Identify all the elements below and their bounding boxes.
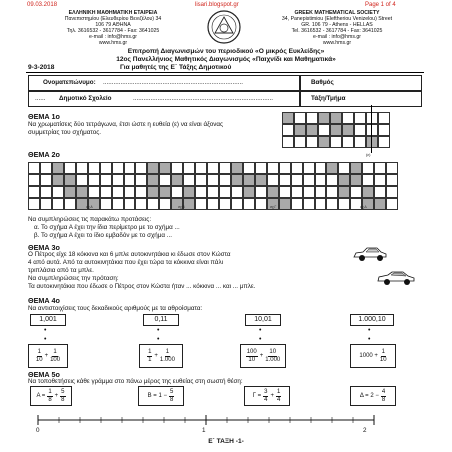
q2-intro: Να συμπληρώσεις τις παρακάτω προτάσεις:: [28, 216, 152, 223]
bullet-bottom-2[interactable]: •: [157, 336, 160, 343]
q2-cell: [124, 198, 136, 210]
q2-cell: [88, 162, 100, 174]
q2-cell: [40, 162, 52, 174]
q2-cell: [28, 186, 40, 198]
q2-cell: [52, 162, 64, 174]
q3-text3: τριπλάσια από τα μπλε.: [28, 267, 94, 274]
q2-cell: [338, 174, 350, 186]
q2-cell: [267, 162, 279, 174]
q2-cell: [338, 162, 350, 174]
q2-cell: [303, 162, 315, 174]
q2-cell: [350, 186, 362, 198]
q2-statement-a: α. Το σχήμα Α έχει την ίδια περίμετρο με το σχήμα ...: [34, 224, 180, 231]
q1-cell[interactable]: [318, 124, 330, 136]
q2-label-c: σχ.Γ: [270, 205, 277, 209]
q2-cell: [315, 174, 327, 186]
q1-cell[interactable]: [366, 136, 378, 148]
q2-cell: [64, 186, 76, 198]
school-line-dots: ................................................................................: [133, 95, 273, 102]
q1-cell[interactable]: [366, 124, 378, 136]
society-email-en: e-mail : info@hms.gr: [313, 34, 361, 41]
q2-cell: [207, 198, 219, 210]
decimal-box-2: 0,11: [143, 314, 179, 326]
q2-cell: [135, 174, 147, 186]
class-label: Τάξη/Τμήμα: [311, 95, 346, 102]
q2-cell: [338, 198, 350, 210]
q2-cell: [362, 162, 374, 174]
q1-cell[interactable]: [282, 112, 294, 124]
q1-cell[interactable]: [354, 136, 366, 148]
q1-cell[interactable]: [294, 112, 306, 124]
q2-cell: [231, 174, 243, 186]
q5-item-b: Β = 1 − $\frac{5}{8}$: [138, 386, 184, 406]
q1-cell[interactable]: [306, 136, 318, 148]
q2-cell: [195, 174, 207, 186]
q2-cell: [231, 162, 243, 174]
q2-cell: [291, 186, 303, 198]
q3-text5: Τα αυτοκινητάκια που έδωσε ο Πέτρος στον Κώστα ήταν ... κόκκινα ... και ... μπλε.: [28, 283, 256, 290]
society-city-en: GR. 106 79 - Athens - HELLAS: [301, 22, 373, 29]
q2-cell: [219, 186, 231, 198]
q2-cell: [76, 186, 88, 198]
q5-item-d: Δ = 2 − $\frac{4}{8}$: [350, 386, 396, 406]
committee-title: Επιτροπή Διαγωνισμών του περιοδικού «Ο μικρός Ευκλείδης»: [127, 48, 325, 55]
q2-cell: [76, 162, 88, 174]
bullet-bottom-4[interactable]: •: [368, 336, 371, 343]
number-line[interactable]: [28, 412, 384, 428]
q2-cell: [135, 198, 147, 210]
q2-cell: [64, 174, 76, 186]
q5-title: ΘΕΜΑ 5ο: [28, 370, 60, 379]
q2-cell: [315, 162, 327, 174]
q2-cell: [40, 174, 52, 186]
q1-cell[interactable]: [282, 136, 294, 148]
q1-text2: συμμετρίας του σχήματος.: [28, 129, 102, 136]
bullet-top-1[interactable]: •: [44, 327, 47, 334]
q2-cell: [291, 198, 303, 210]
q2-cell: [219, 174, 231, 186]
q2-cell: [135, 162, 147, 174]
tick-label-0: 0: [36, 427, 40, 434]
page-footer: Ε΄ ΤΑΞΗ -1-: [208, 438, 244, 445]
bullet-top-3[interactable]: •: [259, 327, 262, 334]
q2-grid: [28, 162, 398, 210]
school-field[interactable]: [28, 91, 300, 107]
name-dots: ................................................................................: [103, 79, 243, 86]
society-phone-gr: Τηλ. 3616532 - 3617784 - Fax: 3641025: [66, 28, 160, 35]
q2-cell: [147, 198, 159, 210]
q2-cell: [279, 198, 291, 210]
decimal-box-1: 1,001: [30, 314, 66, 326]
q5-item-a: Α = $\frac{1}{8}$ + $\frac{5}{8}$: [30, 386, 72, 406]
q2-cell: [279, 186, 291, 198]
q2-cell: [28, 198, 40, 210]
q2-cell: [279, 174, 291, 186]
q2-cell: [64, 162, 76, 174]
q5-text: Να τοποθετήσεις κάθε γράμμα στο πάνω μέρος της ευθείας στη σωστή θέση:: [28, 378, 243, 385]
exam-date: 9-3-2018: [28, 64, 55, 71]
q1-cell[interactable]: [342, 136, 354, 148]
q2-cell: [350, 162, 362, 174]
q2-cell: [303, 186, 315, 198]
q2-cell: [195, 198, 207, 210]
header-right: [252, 10, 422, 47]
q1-grid[interactable]: [282, 112, 390, 148]
decimal-box-4: 1.000,10: [350, 314, 394, 326]
decimal-box-3: 10,01: [245, 314, 281, 326]
society-phone-en: Tel. 3616532 - 3617784 - Fax: 3641025: [291, 28, 383, 35]
q2-cell: [135, 186, 147, 198]
society-address-gr: Πανεπιστημίου (Ελευθερίου Βενιζέλου) 34: [64, 16, 162, 23]
q2-cell: [195, 186, 207, 198]
q1-cell[interactable]: [354, 124, 366, 136]
society-city-gr: 106 79 ΑΘΗΝΑ: [95, 22, 131, 29]
q2-cell: [243, 186, 255, 198]
name-field[interactable]: [28, 75, 300, 91]
q2-cell: [267, 174, 279, 186]
q2-cell: [386, 174, 398, 186]
q2-cell: [171, 162, 183, 174]
q1-title: ΘΕΜΑ 1ο: [28, 112, 60, 121]
q1-cell[interactable]: [318, 136, 330, 148]
q2-cell: [52, 186, 64, 198]
contest-title: 12ος Πανελλήνιος Μαθητικός Διαγωνισμός «Παιχνίδι και Μαθηματικά»: [116, 56, 336, 63]
q2-cell: [88, 186, 100, 198]
q2-cell: [350, 174, 362, 186]
bullet-bottom-3[interactable]: •: [259, 336, 262, 343]
q2-cell: [315, 198, 327, 210]
society-address-en: 34, Panepistimiou (Eleftheriou Venizelou) Street: [281, 16, 393, 23]
q2-cell: [267, 186, 279, 198]
tick-label-2: 2: [363, 427, 367, 434]
society-web-en: www.hms.gr: [322, 40, 352, 47]
grade-box[interactable]: [300, 75, 422, 91]
q4-text: Να αντιστοιχίσεις τους δεκαδικούς αριθμούς με τα αθροίσματα:: [28, 305, 203, 312]
sum-box-2: 1 1 + $\frac{1}{1.000}$: [139, 344, 183, 368]
q2-cell: [28, 174, 40, 186]
q2-cell: [315, 186, 327, 198]
q2-cell: [243, 162, 255, 174]
q2-cell: [28, 162, 40, 174]
bullet-top-4[interactable]: •: [368, 327, 371, 334]
q2-cell: [171, 186, 183, 198]
school-label: Δημοτικό Σχολείο: [59, 95, 112, 102]
q2-cell: [112, 198, 124, 210]
q2-cell: [112, 186, 124, 198]
q2-cell: [231, 198, 243, 210]
q2-cell: [159, 198, 171, 210]
q2-cell: [40, 186, 52, 198]
q2-statement-b: β. Το σχήμα Α έχει το ίδιο εμβαδόν με το σχήμα ...: [34, 232, 173, 239]
bullet-bottom-1[interactable]: •: [44, 336, 47, 343]
q2-cell: [52, 198, 64, 210]
q2-cell: [231, 186, 243, 198]
q3-text4: Να συμπληρώσεις την πρόταση:: [28, 275, 119, 282]
q2-cell: [100, 186, 112, 198]
sum-box-1: 1 10 + $\frac{1}{100}$: [28, 344, 68, 368]
tick-label-1: 1: [202, 427, 206, 434]
q1-cell[interactable]: [294, 136, 306, 148]
q2-label-a: σχ.Α: [86, 205, 93, 209]
q2-cell: [243, 174, 255, 186]
red-car-icon: [352, 246, 388, 267]
q2-cell: [219, 162, 231, 174]
q1-cell[interactable]: [378, 112, 390, 124]
q2-cell: [183, 198, 195, 210]
q2-cell: [303, 198, 315, 210]
q2-cell: [207, 186, 219, 198]
q1-text1: Να χρωματίσεις δύο τετράγωνα, έτσι ώστε η ευθεία (ε) να είναι άξονας: [28, 121, 224, 128]
q2-cell: [171, 174, 183, 186]
q2-cell: [159, 174, 171, 186]
q2-cell: [147, 186, 159, 198]
q1-cell[interactable]: [342, 112, 354, 124]
q2-cell: [374, 198, 386, 210]
print-page: Page 1 of 4: [365, 2, 396, 8]
q2-cell: [291, 174, 303, 186]
q2-cell: [112, 174, 124, 186]
q1-cell[interactable]: [318, 112, 330, 124]
grade-title: Για μαθητές της Ε΄ Τάξης Δημοτικού: [120, 64, 232, 71]
q5-item-c: Γ = $\frac{3}{4}$ + $\frac{1}{4}$: [244, 386, 290, 406]
q1-cell[interactable]: [366, 112, 378, 124]
q2-cell: [303, 174, 315, 186]
q2-cell: [374, 162, 386, 174]
society-email-gr: e-mail : info@hms.gr: [89, 34, 137, 41]
print-site: lisari.blogspot.gr: [195, 2, 239, 8]
class-box[interactable]: [300, 91, 422, 107]
q1-axis-label: (ε): [366, 152, 371, 157]
q2-cell: [100, 174, 112, 186]
q2-cell: [147, 162, 159, 174]
q2-cell: [326, 162, 338, 174]
q2-cell: [112, 162, 124, 174]
q1-cell[interactable]: [378, 124, 390, 136]
header-rule: [26, 72, 424, 73]
q2-cell: [362, 186, 374, 198]
q2-cell: [374, 174, 386, 186]
society-logo: [206, 9, 242, 45]
q3-text1: Ο Πέτρος είχε 18 κόκκινα και 6 μπλε αυτοκινητάκια κι έδωσε στον Κώστα: [28, 251, 231, 258]
q2-cell: [255, 198, 267, 210]
q2-cell: [147, 174, 159, 186]
society-name-en: GREEK MATHEMATICAL SOCIETY: [294, 10, 380, 16]
q2-cell: [159, 186, 171, 198]
bullet-top-2[interactable]: •: [157, 327, 160, 334]
q2-cell: [124, 174, 136, 186]
q1-cell[interactable]: [306, 112, 318, 124]
q2-cell: [207, 174, 219, 186]
sum-box-4: 1000 + $\frac{1}{10}$: [350, 344, 396, 368]
q2-cell: [183, 186, 195, 198]
grade-label: Βαθμός: [311, 79, 334, 86]
sum-box-3: 100 10 + $\frac{10}{1.000}$: [240, 344, 286, 368]
q2-cell: [88, 174, 100, 186]
q2-cell: [183, 162, 195, 174]
q4-title: ΘΕΜΑ 4ο: [28, 296, 60, 305]
society-web-gr: www.hms.gr: [98, 40, 128, 47]
q2-cell: [326, 174, 338, 186]
q1-cell[interactable]: [378, 136, 390, 148]
q3-text2: 4 από αυτά. Από τα αυτοκινητάκια που έχει τώρα τα κόκκινα είναι πάλι: [28, 259, 223, 266]
q1-cell[interactable]: [330, 124, 342, 136]
q1-cell[interactable]: [282, 124, 294, 136]
q2-cell: [207, 162, 219, 174]
q2-cell: [76, 174, 88, 186]
q2-cell: [195, 162, 207, 174]
q2-cell: [338, 186, 350, 198]
q2-cell: [64, 198, 76, 210]
q1-cell[interactable]: [342, 124, 354, 136]
q2-cell: [124, 162, 136, 174]
society-name-gr: ΕΛΛΗΝΙΚΗ ΜΑΘΗΜΑΤΙΚΗ ΕΤΑΙΡΕΙΑ: [68, 10, 158, 16]
q2-label-d: σχ.Δ: [360, 205, 367, 209]
q1-cell[interactable]: [306, 124, 318, 136]
name-label: Ονοματεπώνυμο:: [43, 79, 96, 86]
blue-car-icon: [376, 270, 416, 291]
q2-cell: [255, 162, 267, 174]
print-date: 09.03.2018: [27, 2, 58, 8]
q2-cell: [326, 186, 338, 198]
q2-cell: [326, 198, 338, 210]
q2-cell: [183, 174, 195, 186]
q2-label-b: σχ.Β: [178, 205, 185, 209]
header-left: [38, 10, 188, 47]
q2-cell: [40, 198, 52, 210]
q2-cell: [124, 186, 136, 198]
q1-cell[interactable]: [330, 112, 342, 124]
q2-cell: [255, 174, 267, 186]
q2-cell: [100, 162, 112, 174]
q3-title: ΘΕΜΑ 3ο: [28, 243, 60, 252]
q1-axis-line: [371, 105, 372, 153]
q1-cell[interactable]: [330, 136, 342, 148]
q2-title: ΘΕΜΑ 2ο: [28, 150, 60, 159]
school-dots: ......: [35, 95, 46, 102]
q2-cell: [219, 198, 231, 210]
q1-cell[interactable]: [354, 112, 366, 124]
q2-cell: [255, 186, 267, 198]
q2-cell: [386, 198, 398, 210]
q1-cell[interactable]: [294, 124, 306, 136]
q2-cell: [279, 162, 291, 174]
q2-cell: [100, 198, 112, 210]
q2-cell: [386, 162, 398, 174]
q2-cell: [159, 162, 171, 174]
q2-cell: [52, 174, 64, 186]
q2-cell: [374, 186, 386, 198]
q2-cell: [386, 186, 398, 198]
q2-cell: [243, 198, 255, 210]
q2-cell: [291, 162, 303, 174]
q2-cell: [362, 174, 374, 186]
